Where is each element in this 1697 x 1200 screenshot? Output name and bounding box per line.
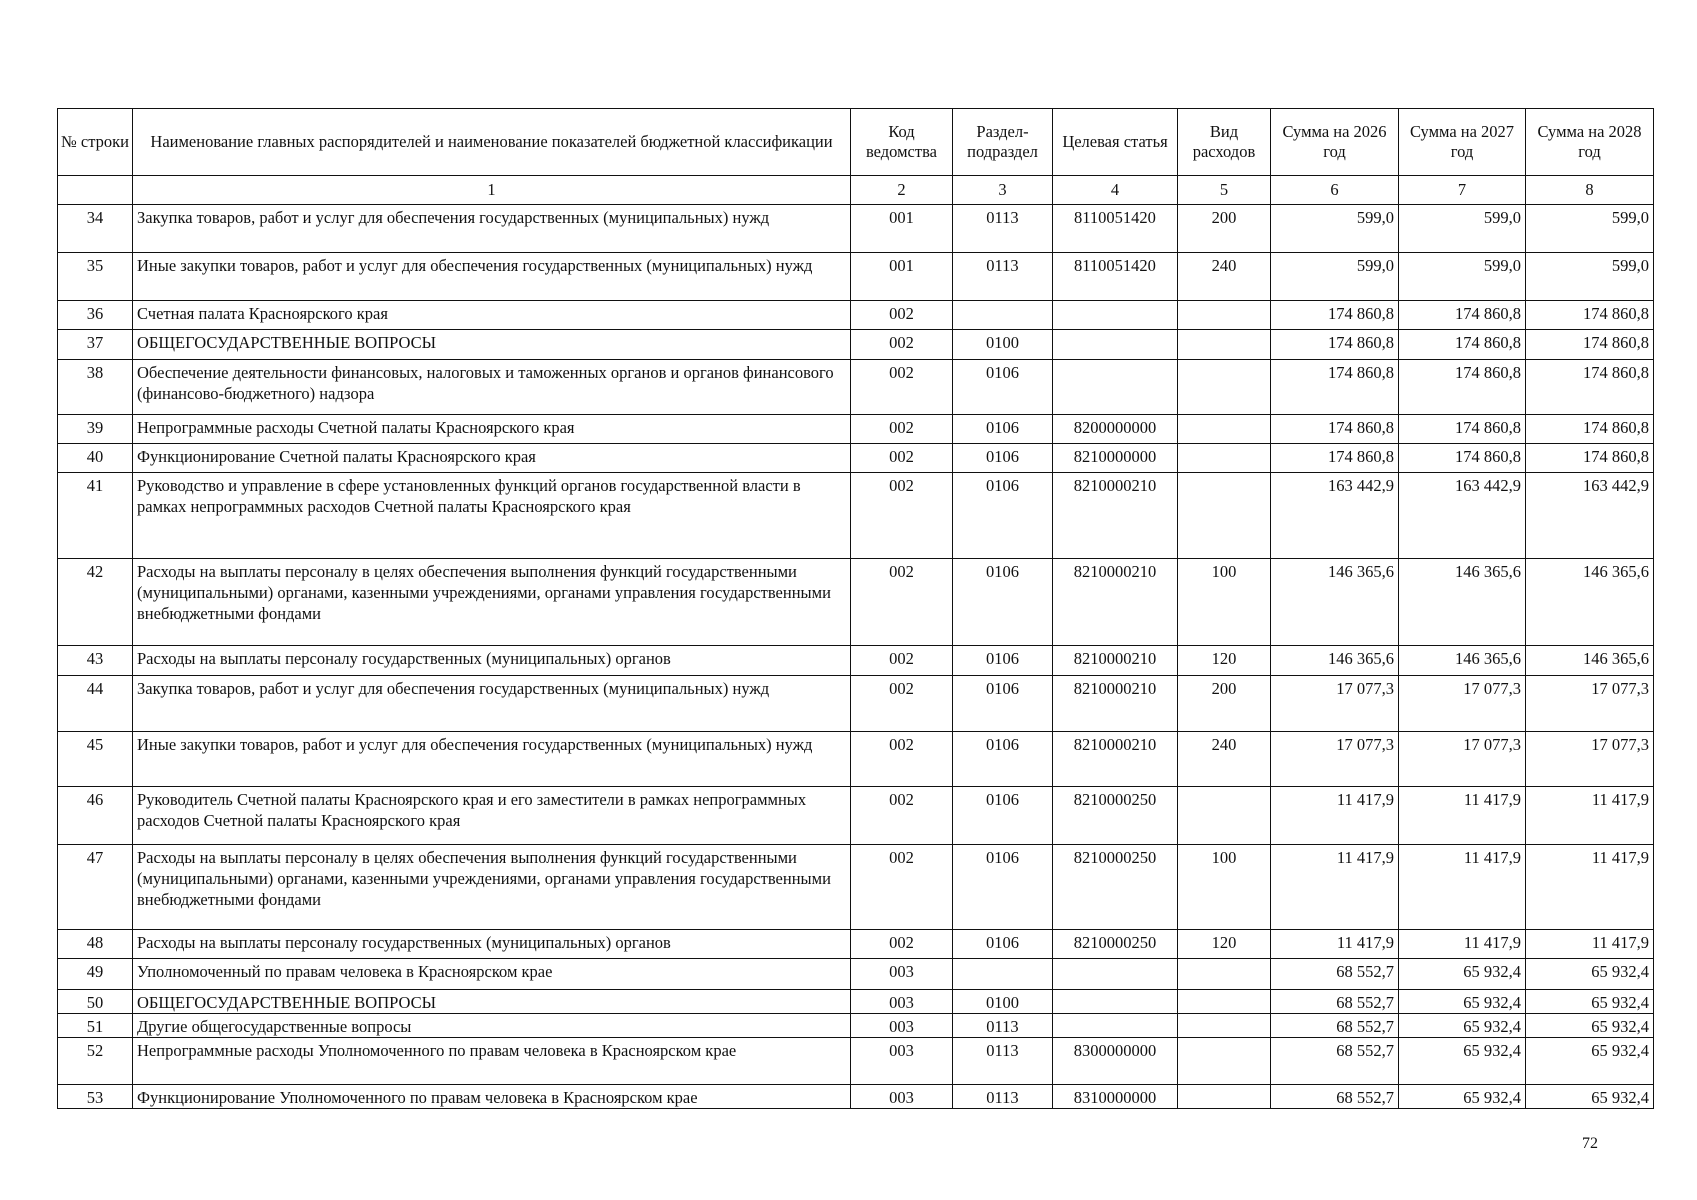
- target-article-cell: 8210000250: [1053, 787, 1178, 845]
- section-cell: 0106: [953, 444, 1053, 473]
- header-cell-department-code: Код ведомства: [851, 109, 953, 176]
- target-article-cell: 8210000250: [1053, 845, 1178, 930]
- name-cell: Функционирование Счетной палаты Красноярского края: [133, 444, 851, 473]
- name-cell: Функционирование Уполномоченного по правам человека в Красноярском крае: [133, 1085, 851, 1109]
- sum-2028-cell: 174 860,8: [1526, 301, 1654, 330]
- name-cell: Иные закупки товаров, работ и услуг для обеспечения государственных (муниципальных) нужд: [133, 732, 851, 787]
- header-cell-name: Наименование главных распорядителей и наименование показателей бюджетной классификации: [133, 109, 851, 176]
- column-number-cell: 7: [1399, 176, 1526, 205]
- table-row: [58, 1085, 1654, 1109]
- row-number-cell: 46: [58, 787, 133, 845]
- department-code-cell: 002: [851, 473, 953, 559]
- department-code-cell: 002: [851, 415, 953, 444]
- sum-2026-cell: 11 417,9: [1271, 930, 1399, 959]
- sum-2028-cell: 65 932,4: [1526, 1038, 1654, 1085]
- name-cell: Расходы на выплаты персоналу государственных (муниципальных) органов: [133, 646, 851, 676]
- row-number-cell: 50: [58, 990, 133, 1014]
- name-cell: Счетная палата Красноярского края: [133, 301, 851, 330]
- expense-type-cell: 200: [1178, 205, 1271, 253]
- expense-type-cell: 120: [1178, 646, 1271, 676]
- column-number-cell: [58, 176, 133, 205]
- name-cell: Расходы на выплаты персоналу в целях обеспечения выполнения функций государственными (муниципальными) органами, казенными учреждениями, органами управления государственными внебюджетными фондами: [133, 559, 851, 646]
- sum-2026-cell: 11 417,9: [1271, 787, 1399, 845]
- column-number-cell: 6: [1271, 176, 1399, 205]
- row-number-cell: 41: [58, 473, 133, 559]
- sum-2027-cell: 65 932,4: [1399, 1085, 1526, 1109]
- row-number-cell: 42: [58, 559, 133, 646]
- section-cell: 0113: [953, 1014, 1053, 1038]
- name-cell: Руководство и управление в сфере установленных функций органов государственной власти в рамках непрограммных расходов Счетной палаты Красноярского края: [133, 473, 851, 559]
- name-cell: Иные закупки товаров, работ и услуг для обеспечения государственных (муниципальных) нужд: [133, 253, 851, 301]
- name-cell: Расходы на выплаты персоналу государственных (муниципальных) органов: [133, 930, 851, 959]
- target-article-cell: [1053, 360, 1178, 415]
- target-article-cell: 8210000210: [1053, 473, 1178, 559]
- expense-type-cell: 100: [1178, 559, 1271, 646]
- row-number-cell: 44: [58, 676, 133, 732]
- row-number-cell: 53: [58, 1085, 133, 1109]
- department-code-cell: 003: [851, 990, 953, 1014]
- column-number-cell: 5: [1178, 176, 1271, 205]
- section-cell: 0106: [953, 930, 1053, 959]
- section-cell: 0113: [953, 253, 1053, 301]
- target-article-cell: 8310000000: [1053, 1085, 1178, 1109]
- name-cell: Непрограммные расходы Счетной палаты Красноярского края: [133, 415, 851, 444]
- name-cell: ОБЩЕГОСУДАРСТВЕННЫЕ ВОПРОСЫ: [133, 330, 851, 360]
- table-row: [58, 330, 1654, 360]
- table-row: [58, 559, 1654, 646]
- target-article-cell: 8210000210: [1053, 676, 1178, 732]
- sum-2026-cell: 174 860,8: [1271, 360, 1399, 415]
- sum-2028-cell: 11 417,9: [1526, 845, 1654, 930]
- section-cell: [953, 301, 1053, 330]
- expense-type-cell: [1178, 787, 1271, 845]
- sum-2026-cell: 174 860,8: [1271, 415, 1399, 444]
- sum-2028-cell: 146 365,6: [1526, 646, 1654, 676]
- department-code-cell: 002: [851, 787, 953, 845]
- name-cell: Закупка товаров, работ и услуг для обеспечения государственных (муниципальных) нужд: [133, 205, 851, 253]
- department-code-cell: 003: [851, 1085, 953, 1109]
- section-cell: 0106: [953, 415, 1053, 444]
- department-code-cell: 002: [851, 732, 953, 787]
- sum-2026-cell: 68 552,7: [1271, 1085, 1399, 1109]
- sum-2026-cell: 599,0: [1271, 253, 1399, 301]
- sum-2027-cell: 17 077,3: [1399, 732, 1526, 787]
- sum-2028-cell: 174 860,8: [1526, 415, 1654, 444]
- name-cell: Обеспечение деятельности финансовых, налоговых и таможенных органов и органов финансового (финансово-бюджетного) надзора: [133, 360, 851, 415]
- sum-2027-cell: 599,0: [1399, 205, 1526, 253]
- department-code-cell: 003: [851, 959, 953, 990]
- row-number-cell: 49: [58, 959, 133, 990]
- table-body: [58, 205, 1654, 1109]
- sum-2028-cell: 174 860,8: [1526, 360, 1654, 415]
- header-cell-target-article: Целевая статья: [1053, 109, 1178, 176]
- target-article-cell: [1053, 1014, 1178, 1038]
- sum-2026-cell: 174 860,8: [1271, 301, 1399, 330]
- target-article-cell: 8300000000: [1053, 1038, 1178, 1085]
- expense-type-cell: [1178, 415, 1271, 444]
- sum-2027-cell: 163 442,9: [1399, 473, 1526, 559]
- section-cell: 0106: [953, 676, 1053, 732]
- column-number-cell: 3: [953, 176, 1053, 205]
- table-row: [58, 415, 1654, 444]
- sum-2028-cell: 65 932,4: [1526, 1085, 1654, 1109]
- row-number-cell: 43: [58, 646, 133, 676]
- sum-2026-cell: 146 365,6: [1271, 646, 1399, 676]
- section-cell: 0106: [953, 787, 1053, 845]
- table-row: [58, 732, 1654, 787]
- sum-2028-cell: 163 442,9: [1526, 473, 1654, 559]
- row-number-cell: 45: [58, 732, 133, 787]
- department-code-cell: 002: [851, 676, 953, 732]
- table-row: [58, 1038, 1654, 1085]
- table-row: [58, 990, 1654, 1014]
- table-row: [58, 930, 1654, 959]
- name-cell: ОБЩЕГОСУДАРСТВЕННЫЕ ВОПРОСЫ: [133, 990, 851, 1014]
- sum-2027-cell: 11 417,9: [1399, 845, 1526, 930]
- section-cell: 0106: [953, 559, 1053, 646]
- sum-2026-cell: 174 860,8: [1271, 444, 1399, 473]
- department-code-cell: 003: [851, 1038, 953, 1085]
- expense-type-cell: [1178, 959, 1271, 990]
- row-number-cell: 52: [58, 1038, 133, 1085]
- sum-2028-cell: 174 860,8: [1526, 330, 1654, 360]
- sum-2027-cell: 174 860,8: [1399, 330, 1526, 360]
- sum-2027-cell: 146 365,6: [1399, 559, 1526, 646]
- header-cell-section: Раздел-подраздел: [953, 109, 1053, 176]
- sum-2027-cell: 599,0: [1399, 253, 1526, 301]
- target-article-cell: 8110051420: [1053, 205, 1178, 253]
- expense-type-cell: 120: [1178, 930, 1271, 959]
- department-code-cell: 002: [851, 559, 953, 646]
- column-number-cell: 2: [851, 176, 953, 205]
- table-row: [58, 845, 1654, 930]
- department-code-cell: 003: [851, 1014, 953, 1038]
- sum-2028-cell: 146 365,6: [1526, 559, 1654, 646]
- department-code-cell: 002: [851, 444, 953, 473]
- section-cell: 0106: [953, 646, 1053, 676]
- sum-2028-cell: 599,0: [1526, 253, 1654, 301]
- budget-table: [57, 108, 1654, 1109]
- section-cell: [953, 959, 1053, 990]
- sum-2027-cell: 65 932,4: [1399, 1038, 1526, 1085]
- column-number-cell: 1: [133, 176, 851, 205]
- expense-type-cell: 100: [1178, 845, 1271, 930]
- table-row: [58, 959, 1654, 990]
- department-code-cell: 001: [851, 253, 953, 301]
- sum-2027-cell: 65 932,4: [1399, 959, 1526, 990]
- target-article-cell: 8210000000: [1053, 444, 1178, 473]
- department-code-cell: 001: [851, 205, 953, 253]
- name-cell: Непрограммные расходы Уполномоченного по правам человека в Красноярском крае: [133, 1038, 851, 1085]
- row-number-cell: 47: [58, 845, 133, 930]
- expense-type-cell: [1178, 473, 1271, 559]
- sum-2026-cell: 68 552,7: [1271, 990, 1399, 1014]
- sum-2026-cell: 146 365,6: [1271, 559, 1399, 646]
- sum-2026-cell: 68 552,7: [1271, 1014, 1399, 1038]
- name-cell: Уполномоченный по правам человека в Красноярском крае: [133, 959, 851, 990]
- table-row: [58, 253, 1654, 301]
- section-cell: 0106: [953, 473, 1053, 559]
- sum-2026-cell: 163 442,9: [1271, 473, 1399, 559]
- sum-2028-cell: 65 932,4: [1526, 959, 1654, 990]
- row-number-cell: 34: [58, 205, 133, 253]
- header-row: [58, 109, 1654, 176]
- section-cell: 0113: [953, 1085, 1053, 1109]
- header-cell-sum-2027: Сумма на 2027 год: [1399, 109, 1526, 176]
- table-row: [58, 473, 1654, 559]
- department-code-cell: 002: [851, 330, 953, 360]
- header-cell-sum-2028: Сумма на 2028 год: [1526, 109, 1654, 176]
- name-cell: Закупка товаров, работ и услуг для обеспечения государственных (муниципальных) нужд: [133, 676, 851, 732]
- header-cell-sum-2026: Сумма на 2026 год: [1271, 109, 1399, 176]
- table-row: [58, 444, 1654, 473]
- sum-2028-cell: 11 417,9: [1526, 930, 1654, 959]
- sum-2028-cell: 174 860,8: [1526, 444, 1654, 473]
- table-row: [58, 646, 1654, 676]
- sum-2027-cell: 65 932,4: [1399, 1014, 1526, 1038]
- sum-2028-cell: 65 932,4: [1526, 1014, 1654, 1038]
- sum-2026-cell: 599,0: [1271, 205, 1399, 253]
- sum-2028-cell: 599,0: [1526, 205, 1654, 253]
- section-cell: 0113: [953, 1038, 1053, 1085]
- sum-2026-cell: 68 552,7: [1271, 1038, 1399, 1085]
- table-row: [58, 360, 1654, 415]
- row-number-cell: 48: [58, 930, 133, 959]
- sum-2026-cell: 17 077,3: [1271, 732, 1399, 787]
- sum-2027-cell: 11 417,9: [1399, 787, 1526, 845]
- target-article-cell: 8110051420: [1053, 253, 1178, 301]
- sum-2027-cell: 65 932,4: [1399, 990, 1526, 1014]
- name-cell: Другие общегосударственные вопросы: [133, 1014, 851, 1038]
- expense-type-cell: 200: [1178, 676, 1271, 732]
- row-number-cell: 35: [58, 253, 133, 301]
- row-number-cell: 51: [58, 1014, 133, 1038]
- section-cell: 0113: [953, 205, 1053, 253]
- sum-2027-cell: 174 860,8: [1399, 444, 1526, 473]
- sum-2027-cell: 174 860,8: [1399, 360, 1526, 415]
- row-number-cell: 36: [58, 301, 133, 330]
- expense-type-cell: [1178, 301, 1271, 330]
- table-row: [58, 301, 1654, 330]
- section-cell: 0106: [953, 732, 1053, 787]
- sum-2026-cell: 17 077,3: [1271, 676, 1399, 732]
- section-cell: 0106: [953, 360, 1053, 415]
- target-article-cell: [1053, 301, 1178, 330]
- expense-type-cell: [1178, 1014, 1271, 1038]
- sum-2028-cell: 17 077,3: [1526, 676, 1654, 732]
- sum-2026-cell: 174 860,8: [1271, 330, 1399, 360]
- expense-type-cell: [1178, 990, 1271, 1014]
- sum-2027-cell: 174 860,8: [1399, 301, 1526, 330]
- expense-type-cell: [1178, 444, 1271, 473]
- expense-type-cell: [1178, 330, 1271, 360]
- header-cell-row-number: № строки: [58, 109, 133, 176]
- section-cell: 0106: [953, 845, 1053, 930]
- target-article-cell: 8210000210: [1053, 732, 1178, 787]
- page-number: 72: [1582, 1135, 1598, 1152]
- expense-type-cell: [1178, 360, 1271, 415]
- name-cell: Руководитель Счетной палаты Красноярского края и его заместители в рамках непрограммных расходов Счетной палаты Красноярского края: [133, 787, 851, 845]
- row-number-cell: 38: [58, 360, 133, 415]
- target-article-cell: [1053, 959, 1178, 990]
- sum-2027-cell: 17 077,3: [1399, 676, 1526, 732]
- table-row: [58, 676, 1654, 732]
- sum-2028-cell: 17 077,3: [1526, 732, 1654, 787]
- target-article-cell: 8210000210: [1053, 559, 1178, 646]
- sum-2027-cell: 146 365,6: [1399, 646, 1526, 676]
- target-article-cell: [1053, 330, 1178, 360]
- expense-type-cell: 240: [1178, 732, 1271, 787]
- sum-2027-cell: 174 860,8: [1399, 415, 1526, 444]
- table-row: [58, 205, 1654, 253]
- name-cell: Расходы на выплаты персоналу в целях обеспечения выполнения функций государственными (муниципальными) органами, казенными учреждениями, органами управления государственными внебюджетными фондами: [133, 845, 851, 930]
- section-cell: 0100: [953, 330, 1053, 360]
- target-article-cell: 8210000250: [1053, 930, 1178, 959]
- row-number-cell: 39: [58, 415, 133, 444]
- department-code-cell: 002: [851, 360, 953, 415]
- department-code-cell: 002: [851, 845, 953, 930]
- sum-2026-cell: 68 552,7: [1271, 959, 1399, 990]
- sum-2026-cell: 11 417,9: [1271, 845, 1399, 930]
- department-code-cell: 002: [851, 646, 953, 676]
- expense-type-cell: [1178, 1038, 1271, 1085]
- target-article-cell: 8200000000: [1053, 415, 1178, 444]
- expense-type-cell: [1178, 1085, 1271, 1109]
- column-number-cell: 8: [1526, 176, 1654, 205]
- sum-2028-cell: 65 932,4: [1526, 990, 1654, 1014]
- table-row: [58, 1014, 1654, 1038]
- section-cell: 0100: [953, 990, 1053, 1014]
- sum-2027-cell: 11 417,9: [1399, 930, 1526, 959]
- row-number-cell: 37: [58, 330, 133, 360]
- header-cell-expense-type: Вид расходов: [1178, 109, 1271, 176]
- target-article-cell: 8210000210: [1053, 646, 1178, 676]
- column-number-cell: 4: [1053, 176, 1178, 205]
- department-code-cell: 002: [851, 301, 953, 330]
- column-number-row: [58, 176, 1654, 205]
- table-row: [58, 787, 1654, 845]
- expense-type-cell: 240: [1178, 253, 1271, 301]
- sum-2028-cell: 11 417,9: [1526, 787, 1654, 845]
- department-code-cell: 002: [851, 930, 953, 959]
- row-number-cell: 40: [58, 444, 133, 473]
- target-article-cell: [1053, 990, 1178, 1014]
